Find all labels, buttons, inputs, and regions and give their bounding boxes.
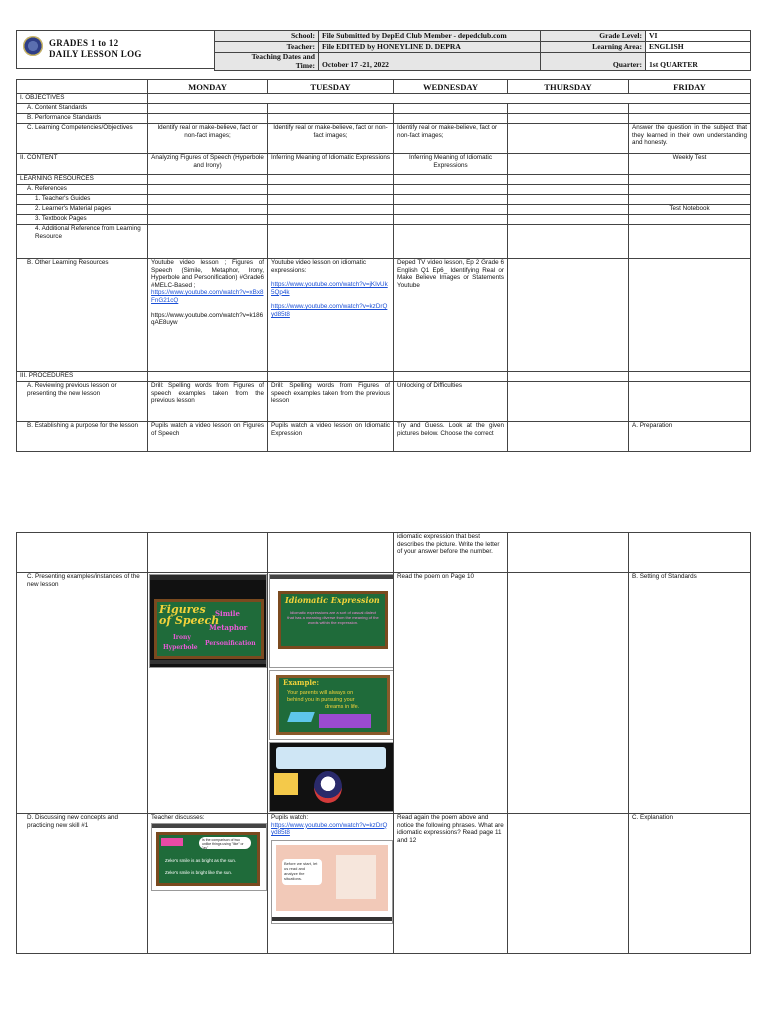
learning-area-label: Learning Area: — [541, 42, 646, 53]
rev-wednesday: Unlocking of Difficulties — [394, 382, 508, 422]
row-presenting: C. Presenting examples/instances of the new lesson — [17, 573, 148, 814]
est-monday: Pupils watch a video lesson on Figures of Speech — [148, 422, 268, 452]
pres-tuesday — [268, 573, 394, 814]
day-thursday: THURSDAY — [508, 80, 629, 94]
content-wednesday: Inferring Meaning of Idiomatic Expressions — [394, 154, 508, 175]
rev-monday: Drill: Spelling words from Figures of speech examples taken from the previous lesson — [148, 382, 268, 422]
content-tuesday: Inferring Meaning of Idiomatic Expressions — [268, 154, 394, 175]
row-additional-reference: 4. Additional Reference from Learning Resource — [17, 225, 148, 259]
learning-area-value: ENGLISH — [646, 42, 751, 53]
lc-friday: Answer the question in the subject that they learned in their own understanding and honesty. — [629, 124, 751, 154]
est-tuesday: Pupils watch a video lesson on Idiomatic Expression — [268, 422, 394, 452]
row-references: A. References — [17, 185, 148, 195]
row-reviewing: A. Reviewing previous lesson or presenting the new lesson — [17, 382, 148, 422]
olr-monday: Youtube video lesson ; Figures of Speech (Simile, Metaphor, Irony, Hyperbole and Personification) #Grade6 #MELC-Based ; https://www.youtube.com/watch?v=xBx8FnG21cQ https://www.youtube.com/watch?v=k186qAE8uyw — [148, 259, 268, 372]
lesson-log-table-page2 — [16, 532, 751, 954]
content-friday: Weekly Test — [629, 154, 751, 175]
row-content-standards: A. Content Standards — [17, 104, 148, 114]
youtube-link-idiom-3[interactable]: https://www.youtube.com/watch?v=kzDrQyd85t8 — [271, 821, 388, 837]
day-tuesday: TUESDAY — [268, 80, 394, 94]
row-other-resources: B. Other Learning Resources — [17, 259, 148, 372]
simile-lesson-video-thumbnail[interactable]: Is the comparison of two unlike things using "like" or "as" Zeke's smile is as bright as the sun. Zeke's smile is bright like the sun. — [151, 823, 267, 891]
est-wednesday: Try and Guess. Look at the given pictures below. Choose the correct — [394, 422, 508, 452]
lc-wednesday: Identify real or make-believe, fact or non-fact images; — [394, 124, 508, 154]
quarter-label: Quarter: — [541, 53, 646, 71]
disc-friday: C. Explanation — [629, 814, 751, 954]
lc-tuesday: Identify real or make-believe, fact or non-fact images; — [268, 124, 394, 154]
row-procedures: III. PROCEDURES — [17, 372, 148, 382]
row-discussing: D. Discussing new concepts and practicing new skill #1 — [17, 814, 148, 954]
olr-tuesday: Youtube video lesson on idiomatic expressions: https://www.youtube.com/watch?v=jKIvUk5Qp4k https://www.youtube.com/watch?v=kzDrQyd85t8 — [268, 259, 394, 372]
pres-monday — [148, 573, 268, 814]
figures-of-speech-video-thumbnail[interactable]: Figures of Speech Simile Metaphor Irony Hyperbole Personification — [149, 574, 267, 668]
row-teachers-guides: 1. Teacher's Guides — [17, 195, 148, 205]
row-learners-material: 2. Learner's Material pages — [17, 205, 148, 215]
olr-wednesday: Deped TV video lesson, Ep 2 Grade 6 English Q1 Ep6_ Identifying Real or Make Believe Images or Statements Youtube — [394, 259, 508, 372]
disc-tuesday: Pupils watch: https://www.youtube.com/watch?v=kzDrQyd85t8 Before we start, let us read and analyze the situations. — [268, 814, 394, 954]
idiomatic-expression-video-thumbnail[interactable]: Idiomatic Expression Idiomatic expressions are a sort of casual dialect that has a meaning diverse from the meaning of the words within the expression. — [269, 574, 394, 668]
est-friday: A. Preparation — [629, 422, 751, 452]
teacher-value: File EDITED by HONEYLINE D. DEPRA — [319, 42, 541, 53]
deped-seal-icon — [23, 36, 43, 56]
lm-friday: Test Notebook — [629, 205, 751, 215]
youtube-link-idiom-1[interactable]: https://www.youtube.com/watch?v=jKIvUk5Qp4k — [271, 281, 388, 296]
pres-friday: B. Setting of Standards — [629, 573, 751, 814]
youtube-link-fos-2[interactable]: https://www.youtube.com/watch?v=k186qAE8uyw — [151, 311, 264, 327]
logo-line-grades: GRADES 1 to 12 — [49, 38, 119, 48]
teaching-dates-label: Teaching Dates and Time: — [215, 53, 319, 71]
school-value: File Submitted by DepEd Club Member - depedclub.com — [319, 31, 541, 42]
youtube-link-fos-1[interactable]: https://www.youtube.com/watch?v=xBx8FnG21cQ — [151, 289, 264, 304]
cont-wednesday: idiomatic expression that best describes the picture. Write the letter of your answer before the number. — [394, 533, 508, 573]
lc-monday: Identify real or make-believe, fact or non-fact images; — [148, 124, 268, 154]
row-textbook-pages: 3. Textbook Pages — [17, 215, 148, 225]
day-monday: MONDAY — [148, 80, 268, 94]
deped-logo-box — [16, 30, 215, 69]
youtube-link-idiom-2[interactable]: https://www.youtube.com/watch?v=kzDrQyd85t8 — [271, 303, 388, 318]
grade-level-label: Grade Level: — [541, 31, 646, 42]
idiom-situation-slide — [269, 742, 394, 812]
disc-monday: Teacher discusses: Is the comparison of two unlike things using "like" or "as" Zeke's smile is as bright as the sun. Zeke's smile is bright like the sun. — [148, 814, 268, 954]
logo-line-dll: DAILY LESSON LOG — [49, 49, 142, 59]
rev-tuesday: Drill: Spelling words from Figures of speech examples taken from the previous lesson — [268, 382, 394, 422]
row-performance-standards: B. Performance Standards — [17, 114, 148, 124]
pres-wednesday: Read the poem on Page 10 — [394, 573, 508, 814]
row-learning-resources: LEARNING RESOURCES — [17, 175, 148, 185]
teacher-label: Teacher: — [215, 42, 319, 53]
arrow-icon — [287, 712, 315, 722]
row-establishing: B. Establishing a purpose for the lesson — [17, 422, 148, 452]
lesson-log-table-page1 — [16, 79, 751, 452]
idiom-situation-video-thumbnail[interactable]: Before we start, let us read and analyze the situations. — [271, 840, 393, 924]
idiom-example-slide: Example: Your parents will always on behind you in pursuing your dreams in life. — [269, 670, 394, 740]
header-info-table — [214, 30, 751, 71]
row-learning-competencies: C. Learning Competencies/Objectives — [17, 124, 148, 154]
cartoon-character-icon — [314, 771, 342, 803]
grade-level-value: VI — [646, 31, 751, 42]
day-wednesday: WEDNESDAY — [394, 80, 508, 94]
disc-wednesday: Read again the poem above and notice the following phrases. What are idiomatic expressions? Read page 11 and 12 — [394, 814, 508, 954]
content-monday: Analyzing Figures of Speech (Hyperbole and Irony) — [148, 154, 268, 175]
row-content: II. CONTENT — [17, 154, 148, 175]
quarter-value: 1st QUARTER — [646, 53, 751, 71]
row-objectives: I. OBJECTIVES — [17, 94, 148, 104]
school-label: School: — [215, 31, 319, 42]
teaching-dates-value: October 17 -21, 2022 — [319, 53, 541, 71]
day-friday: FRIDAY — [629, 80, 751, 94]
